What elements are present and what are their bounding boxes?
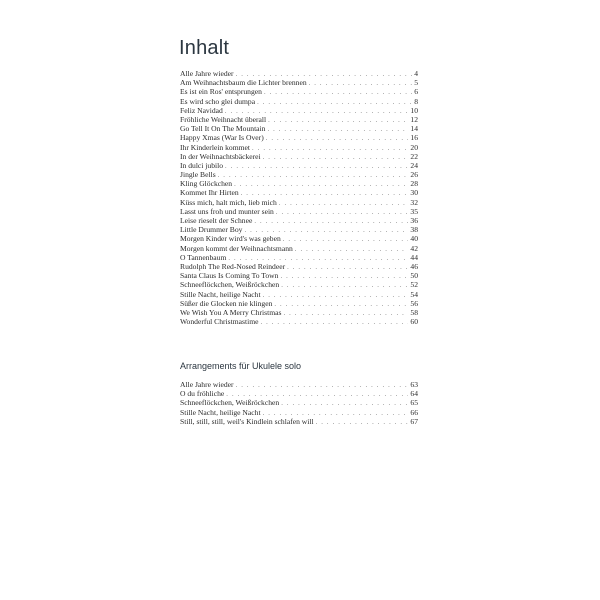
toc-entry [180,389,418,398]
toc-entry-page: 5 [414,78,418,88]
toc-entry-title: Alle Jahre wieder [180,69,234,78]
toc-entry-title: Happy Xmas (War Is Over) [180,133,264,143]
toc-entry-page: 52 [410,280,418,290]
dot-leader [283,235,409,244]
toc-entry [180,398,418,407]
toc-entry-page: 8 [414,96,418,106]
toc-entry [180,244,418,253]
toc-entry-page: 12 [410,114,418,124]
toc-entry [180,170,418,179]
toc-entry-page: 32 [410,197,418,207]
toc-entry [180,161,418,170]
toc-entry-title: We Wish You A Merry Christmas [180,307,282,317]
dot-leader [295,245,409,254]
toc-entry-page: 54 [410,289,418,299]
toc-entry-title: In dulci jubilo [180,160,224,170]
toc-entry [180,299,418,308]
toc-entry [180,133,418,142]
dot-leader [225,162,408,171]
toc-entry [180,207,418,216]
arrangements-toc-list [180,380,418,426]
toc-entry-page: 60 [410,317,418,327]
toc-entry [180,271,418,280]
toc-entry [180,152,418,161]
toc-entry-title: Feliz Navidad [180,105,223,115]
dot-leader [316,418,409,427]
toc-entry-page: 40 [410,234,418,244]
dot-leader [309,79,413,88]
toc-entry-page: 44 [410,252,418,262]
toc-entry [180,417,418,426]
page-title: Inhalt [179,37,230,59]
toc-entry-page: 4 [414,69,418,78]
toc-entry [180,308,418,317]
toc-entry-page: 66 [410,407,418,417]
toc-entry-title: Fröhliche Weihnacht überall [180,114,267,124]
dot-leader [283,309,408,318]
toc-entry-title: Süßer die Glocken nie klingen [180,298,273,308]
toc-entry-title: Es wird scho glei dumpa [180,96,256,106]
dot-leader [260,318,408,327]
dot-leader [266,134,409,143]
toc-entry-page: 64 [410,389,418,399]
dot-leader [281,281,408,290]
dot-leader [252,144,408,153]
toc-entry-title: O Tannenbaum [180,252,227,262]
dot-leader [274,300,408,309]
toc-entry [180,87,418,96]
toc-entry-title: Es ist ein Ros' entsprungen [180,87,262,97]
toc-entry-page: 16 [410,133,418,143]
arrangements-heading: Arrangements für Ukulele solo [180,361,302,371]
dot-leader [267,125,408,134]
toc-entry-title: Lasst uns froh und munter sein [180,206,274,216]
toc-entry-page: 24 [410,160,418,170]
toc-entry-page: 46 [410,261,418,271]
dot-leader [281,399,408,408]
toc-entry-title: Go Tell It On The Mountain [180,124,266,134]
toc-entry-title: Morgen kommt der Weihnachtsmann [180,243,293,253]
toc-entry [180,290,418,299]
toc-entry [180,280,418,289]
toc-entry-page: 22 [410,151,418,161]
toc-entry-title: Schneeflöckchen, Weißröckchen [180,280,280,290]
toc-entry [180,198,418,207]
toc-entry-page: 56 [410,298,418,308]
dot-leader [280,272,408,281]
toc-entry [180,234,418,243]
dot-leader [264,88,412,97]
toc-entry-title: Stille Nacht, heilige Nacht [180,407,261,417]
toc-entry-page: 50 [410,271,418,281]
toc-entry-page: 26 [410,170,418,180]
toc-entry-title: Schneeflöckchen, Weißröckchen [180,398,280,408]
toc-entry-page: 63 [410,380,418,389]
toc-entry-page: 10 [410,105,418,115]
dot-leader [236,381,409,390]
dot-leader [287,263,408,272]
dot-leader [218,171,409,180]
toc-entry-title: Stille Nacht, heilige Nacht [180,289,261,299]
dot-leader [257,98,412,107]
toc-entry [180,179,418,188]
toc-entry-title: Rudolph The Red-Nosed Reindeer [180,261,286,271]
toc-entry-title: Kling Glöckchen [180,179,233,189]
toc-entry [180,225,418,234]
toc-entry-title: Am Weihnachtsbaum die Lichter brennen [180,78,307,88]
dot-leader [268,116,408,125]
toc-entry [180,115,418,124]
toc-entry [180,143,418,152]
toc-entry [180,253,418,262]
dot-leader [263,291,409,300]
toc-entry-title: In der Weihnachtsbäckerei [180,151,261,161]
toc-entry-title: O du fröhliche [180,389,225,399]
toc-entry-page: 36 [410,216,418,225]
toc-entry [180,106,418,115]
dot-leader [254,217,408,226]
toc-entry-title: Santa Claus Is Coming To Town [180,271,279,281]
dot-leader [276,208,409,217]
toc-entry [180,78,418,87]
toc-entry-page: 35 [410,206,418,216]
toc-entry [180,69,418,78]
toc-entry-page: 28 [410,179,418,189]
toc-entry-page: 42 [410,243,418,253]
toc-entry-page: 30 [410,188,418,198]
toc-entry-page: 20 [410,142,418,152]
toc-entry [180,97,418,106]
toc-entry-page: 14 [410,124,418,134]
toc-entry-title: Leise rieselt der Schnee [180,216,253,225]
toc-entry-title: Still, still, still, weil's Kindlein schlafen will [180,416,314,426]
toc-entry [180,408,418,417]
toc-entry [180,124,418,133]
toc-list [180,69,418,326]
toc-entry-title: Küss mich, halt mich, lieb mich [180,197,277,207]
toc-entry-page: 65 [410,398,418,408]
dot-leader [234,180,408,189]
toc-entry-title: Jingle Bells [180,170,216,180]
toc-entry [180,380,418,389]
toc-entry-page: 38 [410,225,418,235]
toc-entry-page: 67 [410,416,418,426]
toc-entry-title: Morgen Kinder wird's was geben [180,234,281,244]
toc-entry-title: Alle Jahre wieder [180,380,234,389]
toc-entry [180,317,418,326]
toc-entry-title: Wonderful Christmastime [180,317,259,327]
toc-entry-page: 6 [414,87,418,97]
toc-entry [180,188,418,197]
dot-leader [279,199,409,208]
toc-entry [180,216,418,225]
toc-entry [180,262,418,271]
toc-entry-title: Little Drummer Boy [180,225,243,235]
toc-entry-page: 58 [410,307,418,317]
toc-entry-title: Kommet Ihr Hirten [180,188,239,198]
dot-leader [263,153,409,162]
toc-entry-title: Ihr Kinderlein kommet [180,142,251,152]
